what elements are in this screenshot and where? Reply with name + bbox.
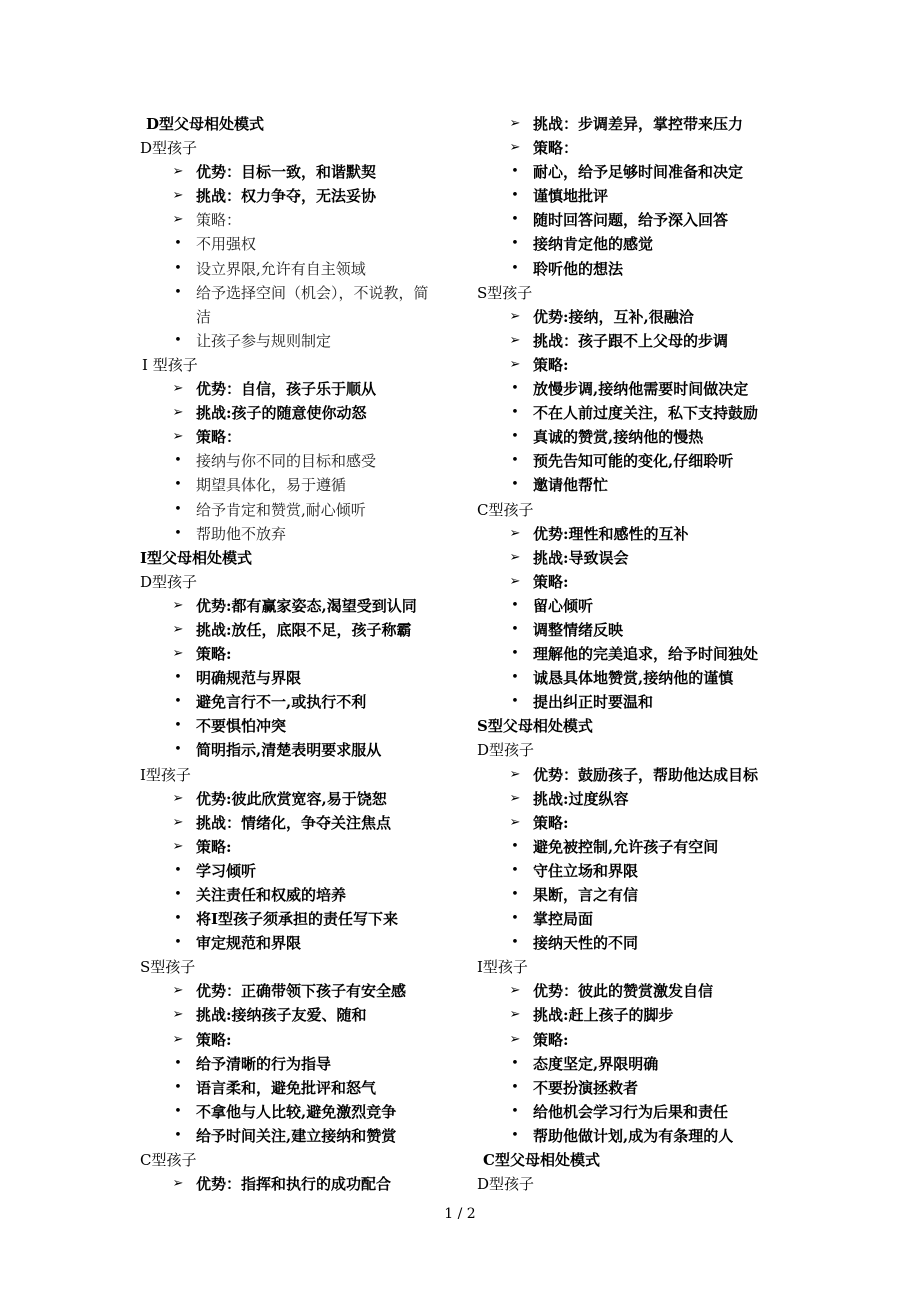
child-type-label [477,498,817,522]
list-item-text: 挑战：步调差异，掌控带来压力 [533,115,744,133]
list-item [477,522,817,546]
list-item-text: 语言柔和，避免批评和怒气 [196,1078,377,1097]
arrow-bullet-icon: ➢ [172,212,184,228]
list-item [140,642,480,666]
dot-bullet-icon: • [511,405,519,421]
section-heading [477,714,817,738]
list-item [477,184,817,208]
dot-bullet-icon: • [511,887,519,902]
arrow-bullet-icon: ➢ [172,646,184,662]
arrow-bullet-icon: ➢ [509,790,521,806]
dot-bullet-icon: • [511,597,519,613]
list-item-text: 真诚的赞赏,接纳他的慢热 [533,428,704,447]
list-item-text: 优势：指挥和执行的成功配合 [196,1175,392,1194]
list-item-text: 给予肯定和赞赏,耐心倾听 [196,500,366,519]
section-heading-text: D型父母相处模式 [146,115,265,133]
arrow-bullet-icon: ➢ [172,597,184,613]
section-heading [140,546,480,570]
section-heading-text: S型父母相处模式 [477,717,593,736]
list-item-text: 邀请他帮忙 [533,476,609,495]
list-item [140,979,480,1003]
list-item-text: 守住立场和界限 [533,861,639,880]
dot-bullet-icon: • [511,1103,519,1119]
right-column [477,112,817,1196]
section-heading-text: I型父母相处模式 [140,548,253,567]
list-item-text: 期望具体化，易于遵循 [196,476,347,495]
dot-bullet-icon: • [511,429,519,445]
list-item-text: 避免被控制,允许孩子有空间 [533,837,719,856]
arrow-bullet-icon: ➢ [172,1176,184,1192]
child-type-label [477,281,817,305]
dot-bullet-icon: • [511,621,519,637]
arrow-bullet-icon: ➢ [509,983,521,999]
list-item-text: 调整情绪反映 [533,620,624,639]
arrow-bullet-icon: ➢ [172,381,184,397]
dot-bullet-icon: • [174,1055,182,1071]
list-item-text: 给予时间关注,建立接纳和赞赏 [196,1126,397,1145]
arrow-bullet-icon: ➢ [509,1007,521,1023]
list-item-text: 优势：正确带领下孩子有安全感 [196,982,407,1001]
list-item [140,522,480,546]
child-type-text: D型孩子 [477,1175,535,1194]
child-type-text: C型孩子 [477,500,534,519]
list-item [477,473,817,497]
list-item [140,594,480,618]
dot-bullet-icon: • [174,260,182,276]
list-item [140,714,480,738]
dot-bullet-icon: • [511,670,519,686]
list-item [477,305,817,329]
list-item [477,787,817,811]
list-item-text: 挑战：孩子跟不上父母的步调 [533,331,729,350]
list-item [477,329,817,353]
dot-bullet-icon: • [511,188,519,204]
arrow-bullet-icon: ➢ [172,164,184,180]
list-item [140,1003,480,1027]
list-item-text: 策略: [196,645,232,664]
dot-bullet-icon: • [174,1079,182,1095]
list-item-text: 挑战:孩子的随意使你动怒 [196,404,367,423]
list-item-text: 态度坚定,界限明确 [533,1054,659,1073]
dot-bullet-icon: • [174,935,182,951]
list-item-text: 预先告知可能的变化,仔细聆听 [533,452,734,471]
list-item-text: 挑战:接纳孩子友爱、随和 [196,1006,367,1025]
list-item [477,377,817,401]
list-item [140,738,480,762]
dot-bullet-icon: • [511,453,519,469]
list-item-text: 给他机会学习行为后果和责任 [533,1102,729,1121]
list-item [477,763,817,787]
list-item-text: 优势:理性和感性的互补 [533,524,689,543]
child-type-label [140,570,480,594]
arrow-bullet-icon: ➢ [509,332,521,348]
list-item-text: 策略: [533,1030,569,1049]
list-item-text: 不要扮演拯救者 [533,1078,639,1097]
arrow-bullet-icon: ➢ [172,429,184,445]
section-heading [477,1148,817,1172]
arrow-bullet-icon: ➢ [172,188,184,204]
list-item-text: 接纳肯定他的感觉 [533,235,654,254]
list-item [477,666,817,690]
list-item [477,859,817,883]
arrow-bullet-icon: ➢ [172,790,184,806]
list-item [140,449,480,473]
list-item-text: 帮助他做计划,成为有条理的人 [533,1126,734,1145]
list-item [140,1052,480,1076]
arrow-bullet-icon: ➢ [172,983,184,999]
list-item-text: 给予清晰的行为指导 [196,1054,332,1073]
arrow-bullet-icon: ➢ [172,1007,184,1023]
list-item [477,546,817,570]
dot-bullet-icon: • [174,1127,182,1143]
arrow-bullet-icon: ➢ [509,356,521,372]
list-item [477,1100,817,1124]
child-type-label [140,1148,480,1172]
list-item-text: 审定规范和界限 [196,934,302,953]
list-item [477,570,817,594]
list-item [477,979,817,1003]
dot-bullet-icon: • [511,862,519,878]
list-item-text: 优势：彼此的赞赏激发自信 [533,982,714,1001]
arrow-bullet-icon: ➢ [509,573,521,589]
list-item-text: 将I型孩子须承担的责任写下来 [196,910,399,929]
list-item [477,618,817,642]
dot-bullet-icon: • [511,911,519,927]
list-item-text: 放慢步调,接纳他需要时间做决定 [533,380,749,399]
list-item [140,401,480,425]
list-item-text: 策略： [196,428,242,447]
dot-bullet-icon: • [511,1079,519,1095]
list-item [477,907,817,931]
dot-bullet-icon: • [174,887,182,902]
dot-bullet-icon: • [511,935,519,951]
list-item-text: 耐心，给予足够时间准备和决定 [533,163,744,182]
child-type-label [140,136,480,160]
child-type-text: D型孩子 [140,139,198,158]
child-type-label [140,763,480,787]
list-item-text: 不拿他与人比较,避免激烈竞争 [196,1102,397,1121]
dot-bullet-icon: • [174,742,182,758]
list-item-text: 接纳天性的不同 [533,934,639,953]
list-item [140,498,480,522]
list-item-text: 策略: [533,813,569,832]
list-item-text: 策略： [533,139,579,158]
list-item-text: 给予选择空间（机会），不说教，简洁 [196,283,429,326]
list-item [477,112,817,136]
dot-bullet-icon: • [174,862,182,878]
dot-bullet-icon: • [174,911,182,927]
list-item [140,1100,480,1124]
list-item [140,666,480,690]
list-item-text: 掌控局面 [533,910,594,929]
list-item-text: 不要惧怕冲突 [196,717,287,736]
list-item [140,1076,480,1100]
list-item-text: 明确规范与界限 [196,669,302,688]
list-item-text: 设立界限,允许有自主领域 [196,259,366,278]
dot-bullet-icon: • [511,1055,519,1071]
list-item-text: 策略: [196,1030,232,1049]
child-type-text: D型孩子 [477,741,535,760]
list-item-text: 优势：鼓励孩子，帮助他达成目标 [533,765,759,784]
arrow-bullet-icon: ➢ [509,140,521,156]
dot-bullet-icon: • [174,670,182,686]
section-heading-text: C型父母相处模式 [483,1151,600,1170]
dot-bullet-icon: • [174,694,182,710]
arrow-bullet-icon: ➢ [509,549,521,565]
arrow-bullet-icon: ➢ [509,814,521,830]
list-item [140,835,480,859]
child-type-text: D型孩子 [140,572,198,591]
dot-bullet-icon: • [511,236,519,252]
list-item-text: 果断，言之有信 [533,886,639,904]
page-number: 1 / 2 [444,1206,476,1222]
list-item [477,257,817,281]
list-item-text: 提出纠正时要温和 [533,693,654,712]
child-type-label [140,353,480,377]
list-item-text: 简明指示,清楚表明要求服从 [196,741,382,760]
list-item [477,835,817,859]
arrow-bullet-icon: ➢ [509,1031,521,1047]
list-item [477,425,817,449]
list-item-text: 优势：自信，孩子乐于顺从 [196,380,377,399]
list-item [477,1052,817,1076]
list-item-text: 不用强权 [196,235,257,254]
list-item [140,184,480,208]
dot-bullet-icon: • [511,164,519,180]
list-item-text: 优势：目标一致，和谐默契 [196,163,377,182]
list-item [140,618,480,642]
list-item [140,907,480,931]
list-item-text: 策略: [533,355,569,374]
list-item [140,208,480,232]
list-item [477,401,817,425]
section-heading [140,112,480,136]
list-item-text: 挑战：权力争夺，无法妥协 [196,187,377,206]
list-item-text: 挑战:放任，底限不足，孩子称霸 [196,620,412,639]
list-item [477,642,817,666]
list-item [477,208,817,232]
arrow-bullet-icon: ➢ [509,766,521,782]
dot-bullet-icon: • [511,260,519,276]
arrow-bullet-icon: ➢ [172,838,184,854]
list-item-text: 理解他的完美追求，给予时间独处 [533,645,759,664]
dot-bullet-icon: • [174,525,182,541]
list-item [140,931,480,955]
arrow-bullet-icon: ➢ [509,525,521,541]
list-item-text: 避免言行不一,或执行不利 [196,693,367,712]
list-item [477,594,817,618]
list-item [140,329,480,353]
child-type-text: S型孩子 [477,283,533,302]
list-item [477,136,817,160]
child-type-label [140,955,480,979]
list-item-text: 接纳与你不同的目标和感受 [196,452,377,471]
list-item [140,1172,480,1196]
left-column [140,112,480,1196]
dot-bullet-icon: • [174,1103,182,1119]
list-item-text: 随时回答问题，给予深入回答 [533,211,729,230]
list-item [140,883,480,907]
list-item [140,377,480,401]
list-item-text: 挑战：情绪化，争夺关注焦点 [196,813,392,832]
dot-bullet-icon: • [511,477,519,493]
list-item-text: 优势:彼此欣赏宽容,易于饶恕 [196,789,387,808]
child-type-text: S型孩子 [140,958,196,977]
list-item-text: 策略: [533,572,569,591]
list-item [477,1003,817,1027]
arrow-bullet-icon: ➢ [509,116,521,131]
list-item-text: 策略: [196,837,232,856]
child-type-label [477,1172,817,1196]
list-item-text: 聆听他的想法 [533,259,624,278]
dot-bullet-icon: • [511,646,519,662]
list-item [477,1028,817,1052]
list-item [140,160,480,184]
list-item [140,811,480,835]
list-item [477,883,817,907]
list-item-text: 优势:都有赢家姿态,渴望受到认同 [196,596,417,615]
arrow-bullet-icon: ➢ [172,1031,184,1047]
list-item-text: 挑战:赶上孩子的脚步 [533,1006,674,1025]
dot-bullet-icon: • [511,212,519,228]
list-item [140,690,480,714]
list-item [140,787,480,811]
list-item [477,690,817,714]
list-item-text: 策略： [196,211,242,230]
list-item [477,1076,817,1100]
child-type-text: I 型孩子 [142,355,198,374]
dot-bullet-icon: • [174,501,182,517]
list-item [140,1028,480,1052]
dot-bullet-icon: • [174,284,182,300]
list-item [477,811,817,835]
child-type-text: I型孩子 [140,765,191,784]
list-item [140,257,480,281]
list-item-text: 帮助他不放弃 [196,524,287,543]
list-item [140,425,480,449]
child-type-label [477,738,817,762]
list-item [140,232,480,256]
list-item [140,1124,480,1148]
list-item [477,1124,817,1148]
dot-bullet-icon: • [174,453,182,469]
list-item [140,281,440,329]
dot-bullet-icon: • [511,694,519,710]
dot-bullet-icon: • [511,1127,519,1143]
list-item-text: 关注责任和权威的培养 [196,886,347,904]
dot-bullet-icon: • [511,838,519,854]
list-item-text: 挑战:导致误会 [533,548,629,567]
dot-bullet-icon: • [174,236,182,252]
list-item-text: 不在人前过度关注，私下支持鼓励 [533,404,759,423]
dot-bullet-icon: • [174,477,182,493]
list-item-text: 优势:接纳，互补,很融洽 [533,307,694,326]
child-type-label [477,955,817,979]
child-type-text: I型孩子 [477,958,528,977]
list-item-text: 学习倾听 [196,861,257,880]
child-type-text: C型孩子 [140,1151,197,1170]
arrow-bullet-icon: ➢ [172,621,184,637]
dot-bullet-icon: • [511,381,519,397]
list-item-text: 留心倾听 [533,596,594,615]
list-item [477,160,817,184]
dot-bullet-icon: • [174,332,182,348]
list-item [477,931,817,955]
list-item [140,859,480,883]
list-item [140,473,480,497]
list-item-text: 挑战:过度纵容 [533,789,629,808]
list-item-text: 诚恳具体地赞赏,接纳他的谨慎 [533,669,734,688]
dot-bullet-icon: • [174,718,182,734]
arrow-bullet-icon: ➢ [172,814,184,830]
arrow-bullet-icon: ➢ [509,308,521,324]
list-item [477,449,817,473]
list-item [477,232,817,256]
list-item [477,353,817,377]
list-item-text: 让孩子参与规则制定 [196,331,332,350]
arrow-bullet-icon: ➢ [172,405,184,421]
list-item-text: 谨慎地批评 [533,187,609,206]
